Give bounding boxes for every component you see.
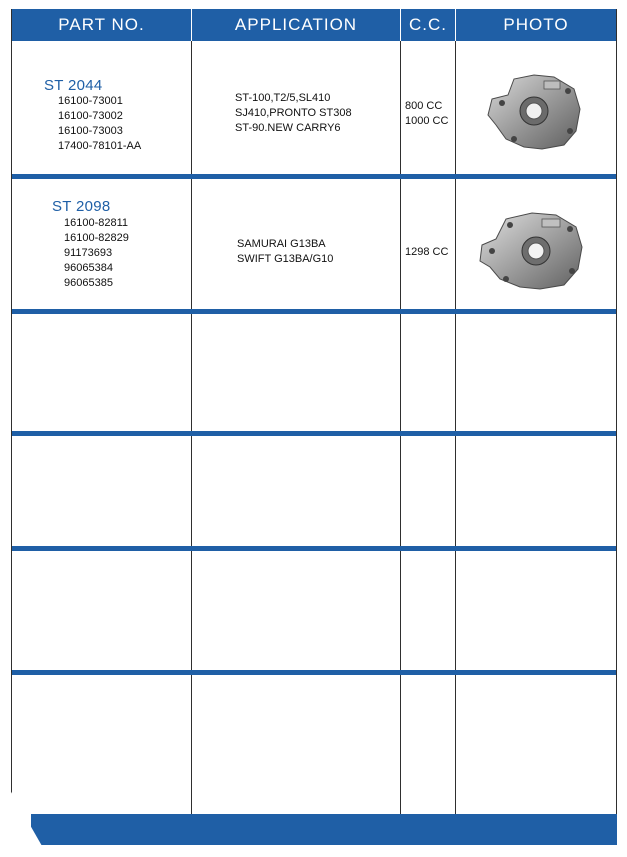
cc-value: 1298 CC	[405, 246, 449, 258]
table-header	[12, 9, 616, 41]
photo-cell	[456, 41, 616, 174]
table-row	[12, 314, 616, 431]
application-list	[235, 91, 352, 136]
corner-cut-decoration	[10, 790, 42, 846]
table-row	[12, 41, 616, 174]
table-row	[12, 675, 616, 814]
application-item: SAMURAI G13BA	[237, 238, 326, 250]
oem-number-list	[64, 216, 129, 291]
oem-number-list	[58, 94, 141, 154]
application-list	[237, 237, 333, 267]
application-cell	[192, 675, 401, 814]
footer-band	[31, 814, 617, 845]
cc-value: 1000 CC	[405, 115, 449, 127]
header-photo: PHOTO	[503, 15, 569, 34]
application-item: SWIFT G13BA/G10	[237, 253, 334, 265]
oem-number: 16100-73002	[58, 110, 123, 122]
cc-cell	[401, 41, 456, 174]
oem-number: 16100-73003	[58, 125, 123, 137]
cc-cell	[401, 675, 456, 814]
part-cell	[12, 436, 192, 546]
cc-list	[405, 245, 448, 260]
photo-cell	[456, 314, 616, 431]
photo-cell	[456, 551, 616, 670]
photo-cell	[456, 675, 616, 814]
oem-number: 16100-82829	[64, 232, 129, 244]
application-cell	[192, 314, 401, 431]
cc-cell	[401, 179, 456, 309]
catalog-table	[11, 9, 617, 844]
application-cell	[192, 436, 401, 546]
header-part-no: PART NO.	[12, 9, 192, 41]
application-item: ST-100,T2/5,SL410	[235, 92, 331, 104]
application-item: ST-90.NEW CARRY6	[235, 122, 341, 134]
oil-pump-photo	[484, 69, 584, 153]
header-application: APPLICATION	[192, 9, 401, 41]
part-cell	[12, 41, 192, 174]
cc-cell	[401, 314, 456, 431]
oem-number: 17400-78101-AA	[58, 140, 142, 152]
cc-list	[405, 99, 448, 129]
table-row	[12, 179, 616, 309]
cc-cell	[401, 436, 456, 546]
oem-number: 91173693	[64, 247, 113, 259]
cc-value: 800 CC	[405, 100, 443, 112]
application-cell	[192, 551, 401, 670]
oem-number: 96065384	[64, 262, 113, 274]
part-cell	[12, 551, 192, 670]
table-row	[12, 551, 616, 670]
photo-cell	[456, 436, 616, 546]
oem-number: 16100-73001	[58, 95, 123, 107]
application-item: SJ410,PRONTO ST308	[235, 107, 352, 119]
part-cell	[12, 179, 192, 309]
cc-cell	[401, 551, 456, 670]
application-cell	[192, 179, 401, 309]
oem-number: 96065385	[64, 277, 113, 289]
oem-number: 16100-82811	[64, 217, 129, 229]
table-row	[12, 436, 616, 546]
part-number-title: ST 2044	[44, 77, 103, 94]
part-cell	[12, 314, 192, 431]
header-cc: C.C.	[401, 9, 456, 41]
oil-pump-photo	[476, 205, 588, 295]
part-number-title: ST 2098	[52, 198, 111, 215]
application-cell	[192, 41, 401, 174]
photo-cell	[456, 179, 616, 309]
